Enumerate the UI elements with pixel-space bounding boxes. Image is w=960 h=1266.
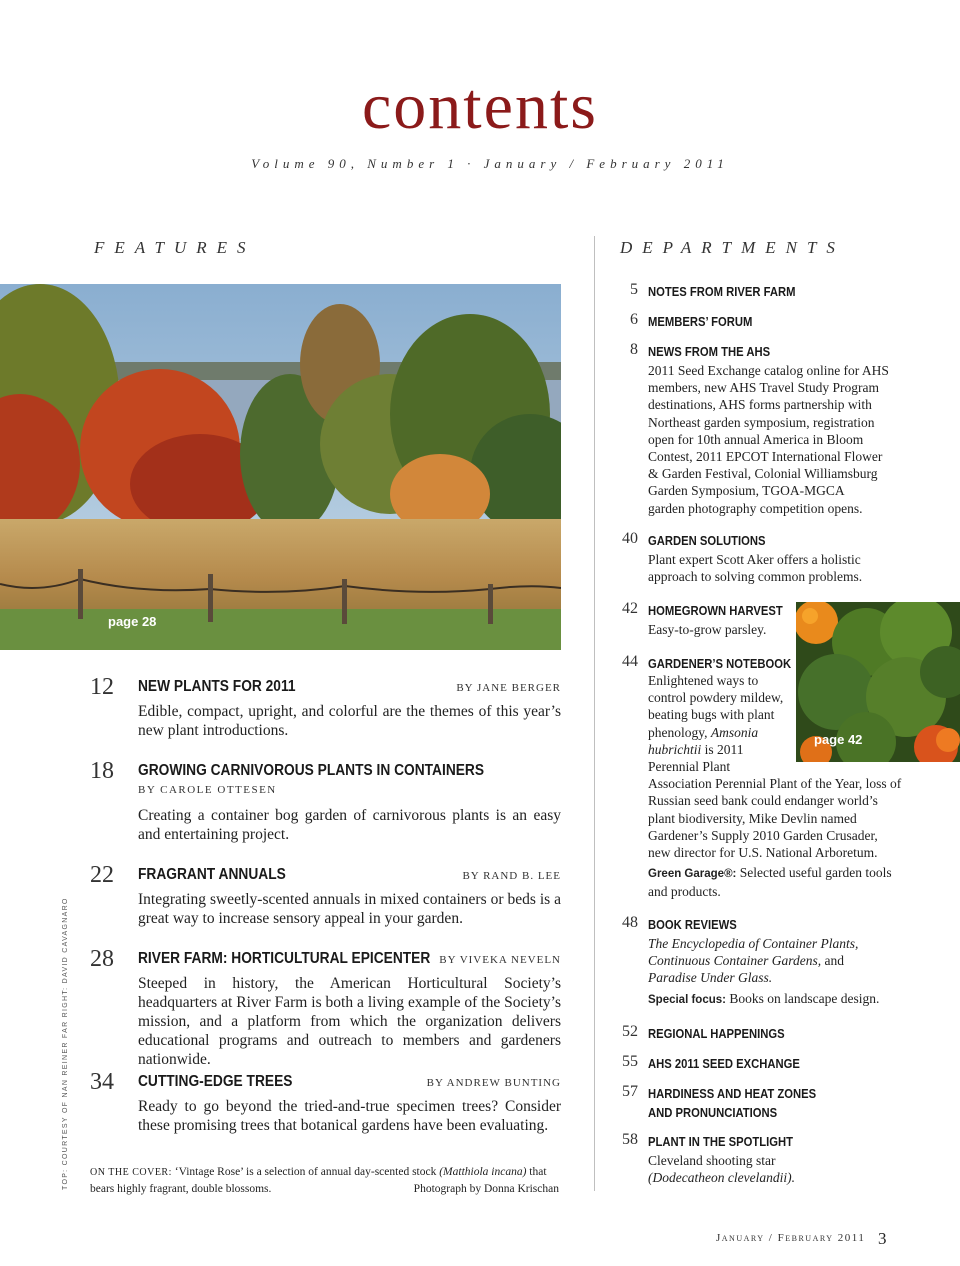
- department-title: NOTES FROM RIVER FARM: [648, 285, 796, 299]
- feature-page: 18: [90, 758, 114, 784]
- department-title: HARDINESS AND HEAT ZONES: [648, 1087, 817, 1101]
- department-title: BOOK REVIEWS: [648, 918, 737, 932]
- feature-page: 12: [90, 674, 114, 700]
- cover-text: ‘Vintage Rose’ is a selection of annual day-scented stock: [174, 1166, 437, 1178]
- cover-species: (Matthiola incana): [439, 1166, 527, 1178]
- feature-desc: Integrating sweetly-scented annuals in mixed containers or beds is a great way to increase sensory appeal in your garden.: [138, 891, 561, 927]
- department-desc: The Encyclopedia of Container Plants, Continuous Container Gardens, and Paradise Under Glass. Special focus: Books on landscape design.: [648, 936, 880, 1006]
- department-page: 55: [622, 1053, 638, 1070]
- cover-caption: [90, 1164, 561, 1198]
- feature-byline: BY VIVEKA NEVELN: [439, 954, 561, 966]
- department-page: 5: [630, 281, 638, 298]
- photo-page-tag: page 28: [108, 614, 157, 629]
- feature-title: RIVER FARM: HORTICULTURAL EPICENTER: [138, 950, 431, 967]
- feature-byline: BY CAROLE OTTESEN: [138, 784, 277, 796]
- green-garage-label: Green Garage®:: [648, 868, 737, 881]
- departments-heading: DEPARTMENTS: [620, 238, 845, 257]
- feature-desc: Ready to go beyond the tried-and-true specimen trees? Consider these promising trees that botanical gardens have been evaluating.: [138, 1098, 561, 1134]
- department-title: MEMBERS’ FORUM: [648, 315, 753, 329]
- department-page: 40: [622, 530, 638, 547]
- feature-title: NEW PLANTS FOR 2011: [138, 678, 296, 695]
- department-title: GARDEN SOLUTIONS: [648, 534, 766, 548]
- feature-title: FRAGRANT ANNUALS: [138, 866, 286, 883]
- department-page: 48: [622, 914, 638, 931]
- department-page: 42: [622, 600, 638, 617]
- department-desc: Enlightened ways to control powdery mildew, beating bugs with plant phenology, Amsonia hubrichtii is 2011 Perennial Plant Association Perennial Plant of the Year, loss of Russian seed bank could endanger world’s plant biodiversity, Mike Devlin named Gardener’s Supply 2010 Garden Crusader, new director for U.S. National Arboretum. Green Garage®: Selected useful garden tools and products.: [648, 673, 902, 900]
- page-title: contents: [362, 70, 598, 143]
- department-title-cont: AND PRONUNCIATIONS: [648, 1106, 778, 1120]
- department-desc: Cleveland shooting star (Dodecatheon clevelandii).: [648, 1153, 795, 1186]
- department-title: NEWS FROM THE AHS: [648, 345, 771, 359]
- department-page: 52: [622, 1023, 638, 1040]
- department-desc: Plant expert Scott Aker offers a holistic approach to solving common problems.: [648, 552, 863, 585]
- feature-page: 34: [90, 1069, 114, 1095]
- department-page: 57: [622, 1083, 638, 1100]
- department-title: PLANT IN THE SPOTLIGHT: [648, 1135, 793, 1149]
- column-divider: [594, 236, 595, 1191]
- feature-title: GROWING CARNIVOROUS PLANTS IN CONTAINERS: [138, 762, 485, 779]
- feature-desc: Creating a container bog garden of carnivorous plants is an easy and entertaining project.: [138, 807, 561, 843]
- footer-issue: January / February 2011: [716, 1232, 866, 1244]
- feature-page: 22: [90, 862, 114, 888]
- special-focus-label: Special focus:: [648, 993, 726, 1006]
- page-number: 3: [878, 1229, 887, 1248]
- features-heading: FEATURES: [94, 238, 256, 257]
- cover-label: ON THE COVER:: [90, 1167, 172, 1178]
- river-farm-photo: [0, 284, 561, 650]
- feature-byline: BY ANDREW BUNTING: [426, 1077, 561, 1089]
- department-page: 8: [630, 341, 638, 358]
- issue-subtitle: Volume 90, Number 1 · January / February 2011: [251, 156, 729, 171]
- department-desc: 2011 Seed Exchange catalog online for AHS members, new AHS Travel Study Program destinations, AHS forms partnership with Northeast garden symposium, registration open for 10th annual America in Bloom Contest, 2011 EPCOT International Flower & Garden Festival, Colonial Williamsburg Garden Symposium, TGOA-MGCA garden photography competition opens.: [648, 363, 889, 516]
- department-title: REGIONAL HAPPENINGS: [648, 1027, 785, 1041]
- department-title: HOMEGROWN HARVEST: [648, 604, 783, 618]
- department-desc: Easy-to-grow parsley.: [648, 622, 767, 637]
- feature-byline: BY JANE BERGER: [456, 682, 561, 694]
- feature-byline: BY RAND B. LEE: [462, 870, 561, 882]
- department-page: 44: [622, 653, 638, 670]
- feature-page: 28: [90, 946, 114, 972]
- parsley-page-tag: page 42: [814, 732, 863, 747]
- cover-text: that bears highly fragrant, double blossoms.: [90, 1166, 547, 1195]
- department-page: 58: [622, 1131, 638, 1148]
- department-title: AHS 2011 SEED EXCHANGE: [648, 1057, 800, 1071]
- feature-desc: Steeped in history, the American Horticultural Society’s headquarters at River Farm is both a living example of the Society’s mission, and a platform from which the organization delivers educational programs and outreach to members and gardeners nationwide.: [138, 975, 561, 1068]
- department-title: GARDENER’S NOTEBOOK: [648, 657, 792, 671]
- cover-photographer: Photograph by Donna Krischan: [413, 1183, 559, 1195]
- feature-desc: Edible, compact, upright, and colorful are the themes of this year’s new plant introductions.: [138, 703, 561, 739]
- feature-title: CUTTING-EDGE TREES: [138, 1073, 293, 1090]
- department-page: 6: [630, 311, 638, 328]
- photo-credit: TOP: COURTESY OF NAN REINER FAR RIGHT: DAVID CAVAGNARO: [62, 897, 69, 1190]
